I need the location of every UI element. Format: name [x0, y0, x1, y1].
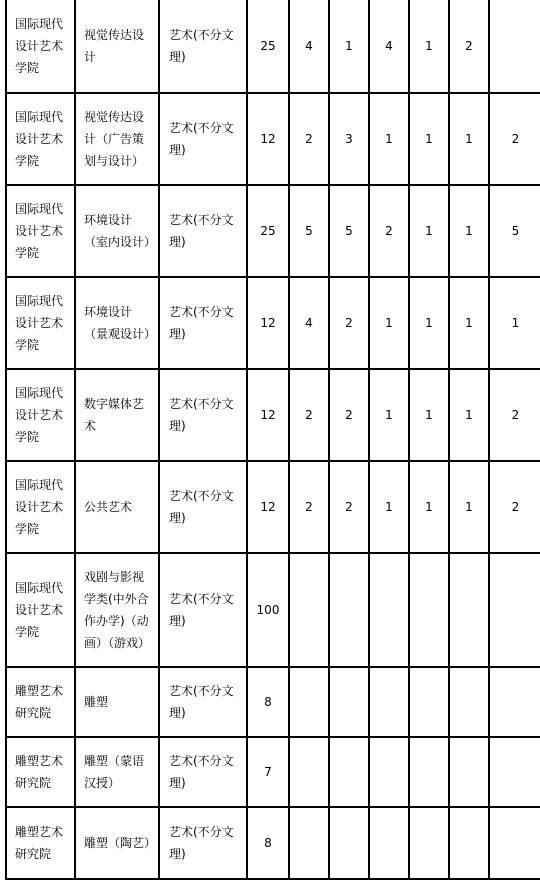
total-cell: 12: [247, 93, 289, 185]
category-cell: 艺术(不分文理): [159, 807, 247, 879]
count-cell: [289, 737, 329, 807]
count-cell: 5: [489, 185, 540, 277]
count-cell: [489, 807, 540, 879]
count-cell: [329, 667, 369, 737]
count-cell: [329, 807, 369, 879]
category-cell: 艺术(不分文理): [159, 185, 247, 277]
count-cell: [449, 553, 489, 667]
count-cell: 2: [449, 0, 489, 93]
major-cell: 数字媒体艺术: [75, 369, 159, 461]
count-cell: 1: [409, 185, 449, 277]
count-cell: [409, 737, 449, 807]
count-cell: 2: [489, 461, 540, 553]
college-cell: 国际现代设计艺术学院: [6, 553, 75, 667]
table-row: [6, 369, 540, 461]
college-cell: 国际现代设计艺术学院: [6, 461, 75, 553]
count-cell: [409, 807, 449, 879]
college-cell: 国际现代设计艺术学院: [6, 0, 75, 93]
count-cell: 2: [289, 369, 329, 461]
count-cell: 1: [449, 185, 489, 277]
enrollment-plan-table: [5, 0, 540, 880]
count-cell: 2: [289, 93, 329, 185]
total-cell: 12: [247, 461, 289, 553]
total-cell: 25: [247, 185, 289, 277]
count-cell: 1: [449, 277, 489, 369]
major-cell: 环境设计（景观设计）: [75, 277, 159, 369]
table-row: [6, 0, 540, 93]
count-cell: 1: [409, 369, 449, 461]
count-cell: 1: [449, 93, 489, 185]
major-cell: 环境设计（室内设计）: [75, 185, 159, 277]
category-cell: 艺术(不分文理): [159, 667, 247, 737]
count-cell: 1: [329, 0, 369, 93]
category-cell: 艺术(不分文理): [159, 0, 247, 93]
category-cell: 艺术(不分文理): [159, 369, 247, 461]
count-cell: 1: [449, 369, 489, 461]
count-cell: 5: [289, 185, 329, 277]
category-cell: 艺术(不分文理): [159, 737, 247, 807]
count-cell: 2: [329, 369, 369, 461]
count-cell: 5: [329, 185, 369, 277]
table-row: [6, 667, 540, 737]
category-cell: 艺术(不分文理): [159, 461, 247, 553]
major-cell: 视觉传达设计: [75, 0, 159, 93]
total-cell: 25: [247, 0, 289, 93]
total-cell: 7: [247, 737, 289, 807]
table-row: [6, 807, 540, 879]
table-row: [6, 553, 540, 667]
major-cell: 雕塑（陶艺）: [75, 807, 159, 879]
count-cell: [329, 737, 369, 807]
category-cell: 艺术(不分文理): [159, 93, 247, 185]
count-cell: [409, 667, 449, 737]
table-row: [6, 737, 540, 807]
count-cell: [489, 0, 540, 93]
count-cell: 1: [409, 277, 449, 369]
count-cell: [369, 667, 409, 737]
count-cell: [449, 807, 489, 879]
total-cell: 8: [247, 667, 289, 737]
count-cell: 4: [369, 0, 409, 93]
table-row: [6, 93, 540, 185]
count-cell: 1: [409, 461, 449, 553]
count-cell: 1: [409, 0, 449, 93]
count-cell: 1: [449, 461, 489, 553]
count-cell: 2: [289, 461, 329, 553]
count-cell: 4: [289, 0, 329, 93]
major-cell: 雕塑（蒙语汉授）: [75, 737, 159, 807]
count-cell: 2: [369, 185, 409, 277]
major-cell: 视觉传达设计（广告策划与设计）: [75, 93, 159, 185]
count-cell: [449, 667, 489, 737]
count-cell: 4: [289, 277, 329, 369]
total-cell: 12: [247, 277, 289, 369]
count-cell: 1: [369, 277, 409, 369]
table-row: [6, 185, 540, 277]
count-cell: [289, 667, 329, 737]
count-cell: 2: [329, 277, 369, 369]
count-cell: [289, 553, 329, 667]
total-cell: 100: [247, 553, 289, 667]
college-cell: 国际现代设计艺术学院: [6, 277, 75, 369]
count-cell: [369, 807, 409, 879]
college-cell: 雕塑艺术研究院: [6, 667, 75, 737]
count-cell: [489, 737, 540, 807]
count-cell: 1: [369, 93, 409, 185]
count-cell: 1: [409, 93, 449, 185]
category-cell: 艺术(不分文理): [159, 553, 247, 667]
count-cell: [369, 737, 409, 807]
count-cell: 1: [369, 461, 409, 553]
count-cell: [409, 553, 449, 667]
major-cell: 雕塑: [75, 667, 159, 737]
major-cell: 戏剧与影视学类(中外合作办学)（动画）（游戏）: [75, 553, 159, 667]
count-cell: [489, 553, 540, 667]
count-cell: 2: [489, 369, 540, 461]
table-row: [6, 277, 540, 369]
count-cell: [329, 553, 369, 667]
count-cell: [449, 737, 489, 807]
count-cell: [369, 553, 409, 667]
count-cell: [289, 807, 329, 879]
count-cell: 2: [489, 93, 540, 185]
total-cell: 12: [247, 369, 289, 461]
college-cell: 国际现代设计艺术学院: [6, 93, 75, 185]
count-cell: 2: [329, 461, 369, 553]
college-cell: 雕塑艺术研究院: [6, 737, 75, 807]
count-cell: 3: [329, 93, 369, 185]
college-cell: 国际现代设计艺术学院: [6, 185, 75, 277]
count-cell: 1: [489, 277, 540, 369]
table-row: [6, 461, 540, 553]
college-cell: 雕塑艺术研究院: [6, 807, 75, 879]
count-cell: 1: [369, 369, 409, 461]
college-cell: 国际现代设计艺术学院: [6, 369, 75, 461]
major-cell: 公共艺术: [75, 461, 159, 553]
total-cell: 8: [247, 807, 289, 879]
count-cell: [489, 667, 540, 737]
category-cell: 艺术(不分文理): [159, 277, 247, 369]
